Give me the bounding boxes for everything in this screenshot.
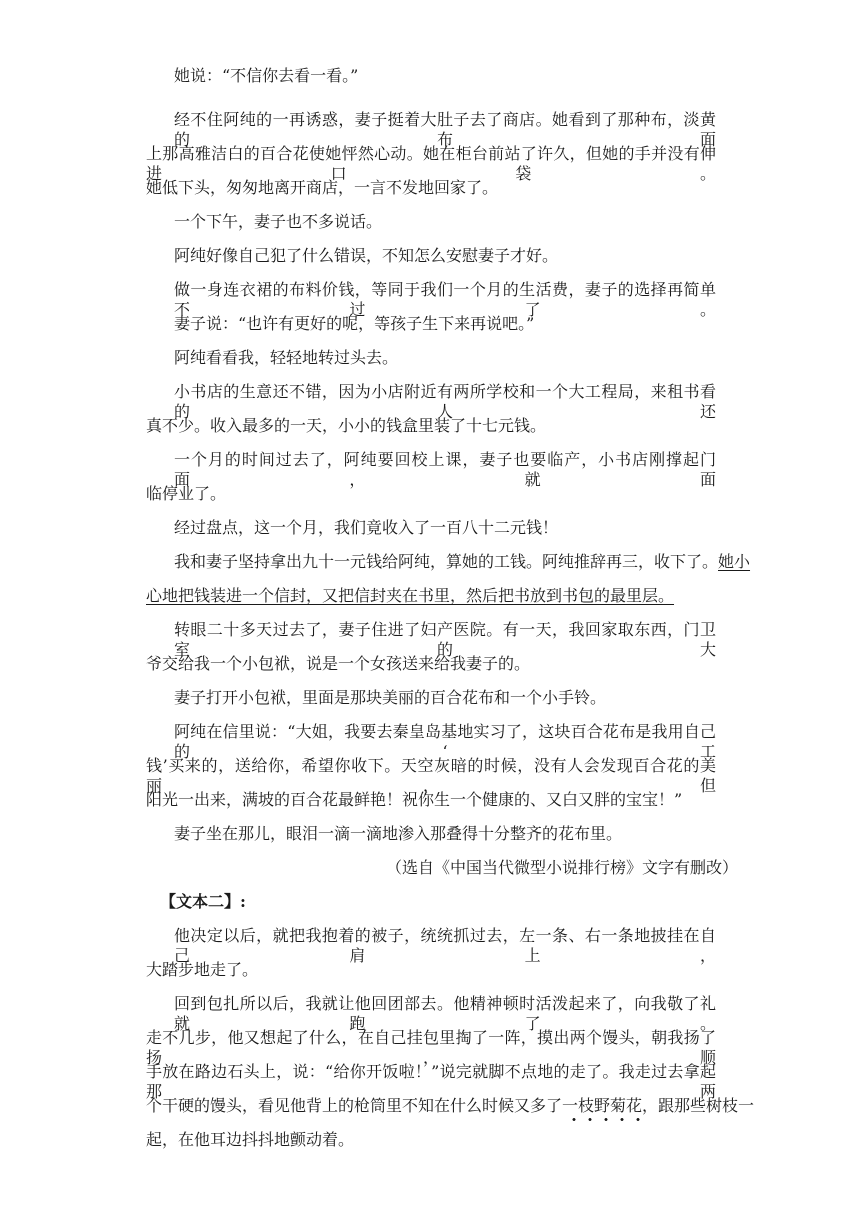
paragraph: 做一身连衣裙的布料价钱，等同于我们一个月的生活费，妻子的选择再简单不过了。: [174, 280, 716, 319]
underlined-text: 心地把钱装进一个信封，又把信封夹在书里，然后把书放到书包的最里层。: [146, 586, 675, 605]
paragraph-line: 钱’买来的，送给你，希望你收下。天空灰暗的时候，没有人会发现百合花的美丽，但: [146, 756, 716, 795]
paragraph: 她说：“不信你去看一看。”: [174, 66, 359, 85]
paragraph: 一个下午，妻子也不多说话。: [174, 212, 383, 231]
paragraph-line: 转眼二十多天过去了，妻子住进了妇产医院。有一天，我回家取东西，门卫室的大: [174, 620, 716, 659]
paragraph: 阿纯看看我，轻轻地转过头去。: [174, 348, 399, 367]
paragraph-line: 回到包扎所以后，我就让他回团部去。他精神顿时活泼起来了，向我敬了礼就跑了。: [174, 994, 716, 1033]
paragraph-line: 大踏步地走了。: [146, 960, 259, 979]
paragraph-line: 临停业了。: [146, 484, 227, 503]
emphasis-dotted-text: 一枝野菊花: [562, 1096, 643, 1115]
underlined-text: 她小: [718, 552, 751, 571]
section-heading: 【文本二】:: [160, 892, 246, 911]
paragraph-line: 上那高雅洁白的百合花使她怦然心动。她在柜台前站了许久，但她的手并没有伸进口袋。: [146, 144, 716, 183]
paragraph: 妻子说：“也许有更好的呢，等孩子生下来再说吧。”: [174, 314, 535, 333]
paragraph-line: [146, 586, 674, 606]
paragraph-line: 起，在他耳边抖抖地颤动着。: [146, 1130, 355, 1149]
paragraph: 阿纯好像自己犯了什么错误，不知怎么安慰妻子才好。: [174, 246, 559, 265]
paragraph-line: 阿纯在信里说：“大姐，我要去秦皇岛基地实习了，这块百合花布是我用自己的‘工: [174, 722, 716, 761]
paragraph-line: 爷交给我一个小包袱，说是一个女孩送来给我妻子的。: [146, 654, 531, 673]
paragraph-line: 真不少。收入最多的一天，小小的钱盒里装了十七元钱。: [146, 416, 547, 435]
paragraph-line: 她低下头，匆匆地离开商店，一言不发地回家了。: [146, 178, 499, 197]
paragraph-line: 一个月的时间过去了，阿纯要回校上课，妻子也要临产，小书店刚撑起门面，就面: [174, 450, 716, 489]
source-citation: （选自《中国当代微型小说排行榜》文字有删改）: [386, 858, 739, 877]
paragraph-line: 个干硬的馒头，看见他背上的枪筒里不知在什么时候又多了一枝野菊花，跟那些树枝一: [146, 1096, 755, 1115]
paragraph-line: 手放在路边石头上，说：“给你开饭啦！”说完就脚不点地的走了。我走过去拿起那两: [146, 1062, 716, 1101]
paragraph-line: 我和妻子坚持拿出九十一元钱给阿纯，算她的工钱。阿纯推辞再三，收下了。她小: [174, 552, 751, 571]
paragraph-line: 他决定以后，就把我抱着的被子，统统抓过去，左一条、右一条地披挂在自己肩上，: [174, 926, 716, 965]
paragraph-line: 经不住阿纯的一再诱惑，妻子挺着大肚子去了商店。她看到了那种布，淡黄的布面: [174, 110, 716, 149]
paragraph-line: 阳光一出来，满坡的百合花最鲜艳！祝你生一个健康的、又白又胖的宝宝！”: [146, 790, 683, 809]
paragraph: 妻子打开小包袱，里面是那块美丽的百合花布和一个小手铃。: [174, 688, 607, 707]
paragraph-line: 小书店的生意还不错，因为小店附近有两所学校和一个大工程局，来租书看的人还: [174, 382, 716, 421]
paragraph: 妻子坐在那儿，眼泪一滴一滴地渗入那叠得十分整齐的花布里。: [174, 824, 623, 843]
paragraph-line: 走不几步，他又想起了什么，在自己挂包里掏了一阵，摸出两个馒头，朝我扬了扬，顺: [146, 1028, 716, 1067]
paragraph: 经过盘点，这一个月，我们竟收入了一百八十二元钱！: [174, 518, 559, 537]
